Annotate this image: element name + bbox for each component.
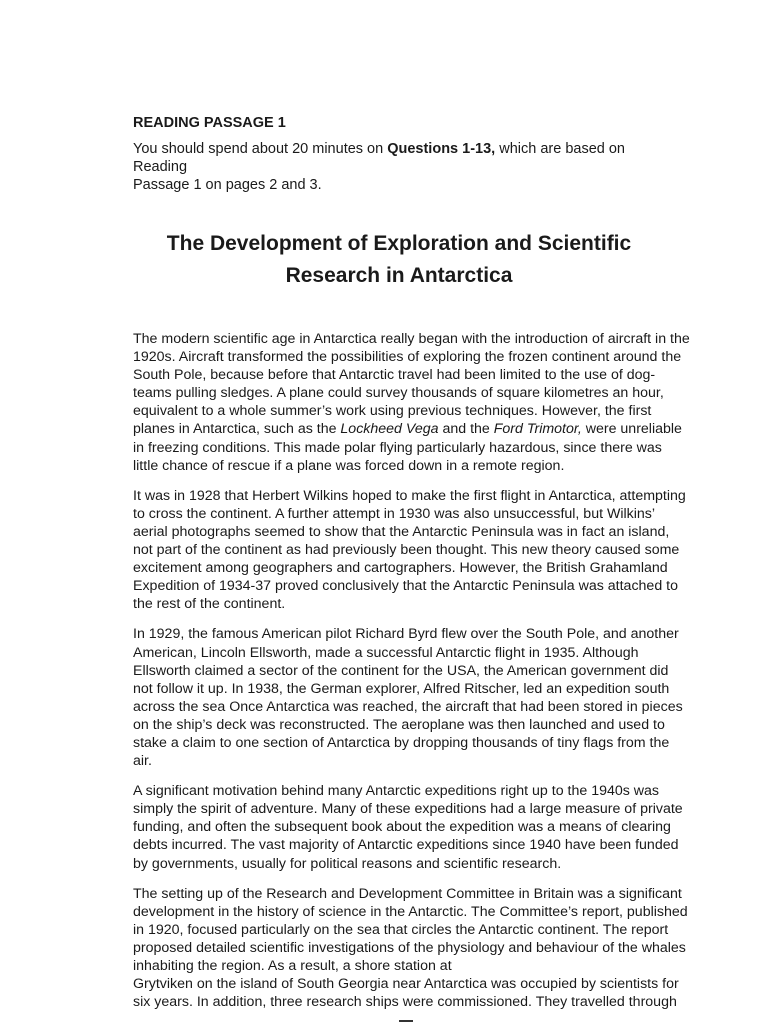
title-line: The Development of Exploration and Scientific <box>166 232 632 255</box>
instructions-text: You should spend about 20 minutes on <box>133 141 388 157</box>
page-footer-mark <box>399 1020 413 1022</box>
text-line: in freezing conditions. This made polar flying particularly hazardous, since there was <box>133 439 662 456</box>
paragraph-5 <box>133 885 688 1012</box>
text-line: funding, and often the subsequent book about the expedition was a means of clearing <box>133 819 671 836</box>
text-line: A significant motivation behind many Antarctic expeditions right up to the 1940s was <box>133 783 660 800</box>
text-line: six years. In addition, three research ships were commissioned. They travelled through <box>133 994 677 1011</box>
paragraph-3 <box>133 625 683 770</box>
section-label: READING PASSAGE 1 <box>133 115 286 131</box>
text-line: In 1929, the famous American pilot Richard Byrd flew over the South Pole, and another <box>133 626 679 643</box>
text-line: to cross the continent. A further attempt in 1930 was also unsuccessful, but Wilkins’ <box>133 505 656 522</box>
text-line: by governments, usually for political reasons and scientific research. <box>133 855 562 872</box>
text-line: It was in 1928 that Herbert Wilkins hoped to make the first flight in Antarctica, attempting <box>133 487 686 504</box>
title-line: Research in Antarctica <box>285 264 513 287</box>
text-line: Expedition of 1934-37 proved conclusively that the Antarctic Peninsula was attached to <box>133 578 678 595</box>
instructions-text-line2: Passage 1 on pages 2 and 3. <box>133 177 322 193</box>
text-line: inhabiting the region. As a result, a shore station at <box>133 958 452 974</box>
article-title <box>129 228 669 292</box>
text-line <box>133 420 682 438</box>
instructions-text-end: which are based on Reading <box>133 141 625 175</box>
text-segment: and the <box>438 421 494 438</box>
text-line: American, Lincoln Ellsworth, made a successful Antarctic flight in 1935. Although <box>133 644 639 661</box>
text-line: The modern scientific age in Antarctica really began with the introduction of aircraft in the <box>133 331 690 347</box>
text-line: South Pole, because before that Antarctic travel had been limited to the use of dog- <box>133 367 656 384</box>
paragraph-2 <box>133 487 686 614</box>
text-line: air. <box>133 753 152 770</box>
text-line: across the sea Once Antarctica was reached, the aircraft that had been stored in pieces <box>133 698 683 715</box>
aircraft-name: Lockheed Vega <box>340 421 439 438</box>
text-line: aerial photographs seemed to show that the Antarctic Peninsula was in fact an island, <box>133 523 670 540</box>
text-line: in 1920, focused particularly on the sea that circles the Antarctic continent. The report <box>133 921 669 938</box>
text-line: debts incurred. The vast majority of Antarctic expeditions since 1940 have been funded <box>133 837 679 854</box>
aircraft-name: Ford Trimotor, <box>493 421 582 438</box>
article-body <box>133 330 690 1011</box>
page-content <box>133 113 690 1023</box>
text-line: 1920s. Aircraft transformed the possibilities of exploring the frozen continent around the <box>133 349 682 366</box>
text-line: proposed detailed scientific investigations of the physiology and behaviour of the whales <box>133 939 686 956</box>
text-line: not follow it up. In 1938, the German explorer, Alfred Ritscher, led an expedition south <box>133 680 670 697</box>
text-line: little chance of rescue if a plane was forced down in a remote region. <box>133 457 565 474</box>
instructions-questions: Questions 1-13, <box>387 141 496 157</box>
paragraph-1 <box>133 330 690 475</box>
text-line: stake a claim to one section of Antarctica by dropping thousands of tiny flags from the <box>133 734 670 751</box>
text-line: The setting up of the Research and Development Committee in Britain was a significant <box>133 885 682 902</box>
text-line: the rest of the continent. <box>133 596 286 613</box>
text-line: Ellsworth claimed a sector of the continent for the USA, the American government did <box>133 662 669 679</box>
text-segment: were unreliable <box>581 421 682 438</box>
text-line: development in the history of science in the Antarctic. The Committee’s report, published <box>133 903 688 920</box>
instructions <box>133 140 668 194</box>
text-line: simply the spirit of adventure. Many of these expeditions had a large measure of private <box>133 801 683 818</box>
text-line: on the ship’s deck was reconstructed. The aeroplane was then launched and used to <box>133 716 665 733</box>
text-line: not part of the continent as had previously been thought. This new theory caused some <box>133 542 680 559</box>
paragraph-4 <box>133 782 683 872</box>
text-line: excitement among geographers and cartographers. However, the British Grahamland <box>133 560 668 577</box>
text-line: Grytviken on the island of South Georgia near Antarctica was occupied by scientists for <box>133 976 679 993</box>
text-segment: planes in Antarctica, such as the <box>133 421 341 438</box>
text-line: equivalent to a whole summer’s work using previous techniques. However, the first <box>133 403 652 420</box>
text-line: teams pulling sledges. A plane could survey thousands of square kilometres an hour, <box>133 385 664 402</box>
